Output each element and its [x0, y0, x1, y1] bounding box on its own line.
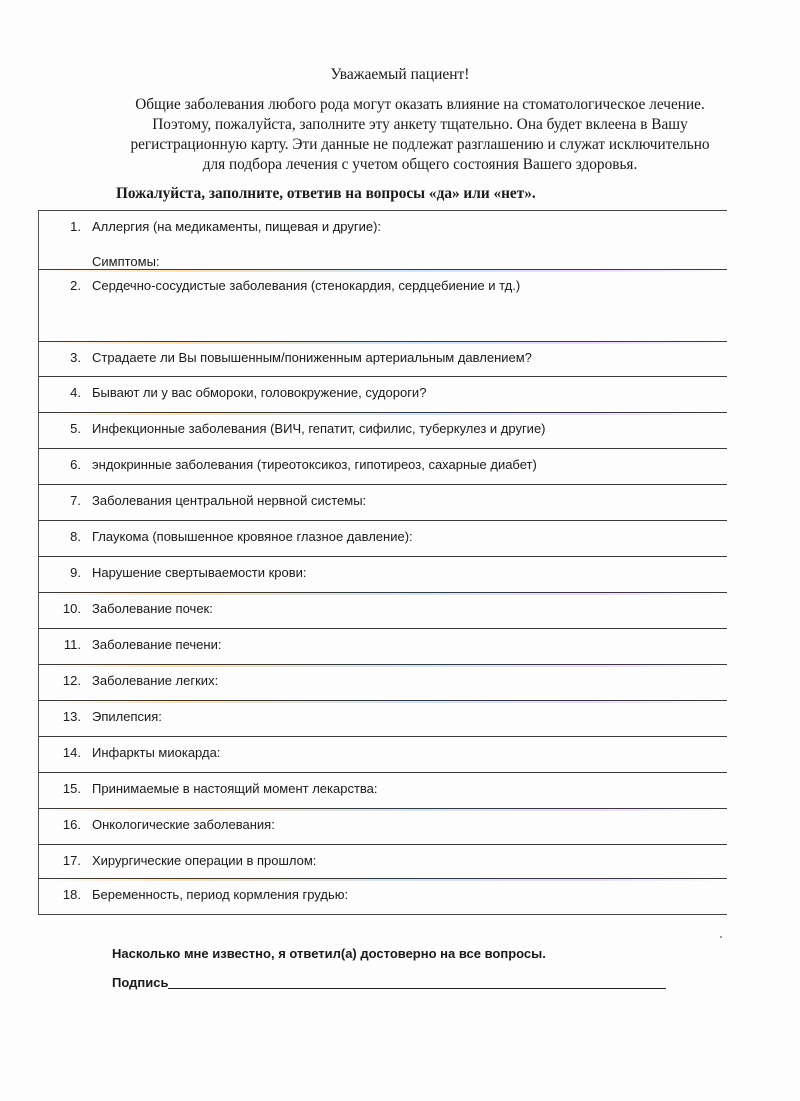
question-text: Заболевание почек: — [92, 601, 213, 616]
question-text: Бывают ли у вас обмороки, головокружение, судороги? — [92, 385, 427, 400]
question-number: 6. — [70, 457, 81, 472]
confirmation-statement: Насколько мне известно, я ответил(а) достоверно на все вопросы. — [112, 946, 546, 961]
question-number: 13. — [62, 709, 81, 724]
question-number: 1. — [70, 219, 81, 234]
question-number: 14. — [62, 745, 81, 760]
question-text: Заболевания центральной нервной системы: — [92, 493, 367, 508]
question-text: Онкологические заболевания: — [92, 817, 275, 832]
question-row-12[interactable] — [39, 665, 727, 701]
question-row-13[interactable] — [39, 701, 727, 737]
question-number: 3. — [70, 350, 81, 365]
question-number: 12. — [62, 673, 81, 688]
question-number: 8. — [70, 529, 81, 544]
question-row-4[interactable] — [39, 377, 727, 413]
intro-paragraph — [112, 95, 728, 175]
question-row-1[interactable] — [39, 211, 727, 270]
greeting-title: Уважаемый пациент! — [330, 66, 470, 83]
question-text: Глаукома (повышенное кровяное глазное давление): — [92, 529, 413, 544]
intro-line: для подбора лечения с учетом общего состояния Вашего здоровья. — [202, 156, 638, 173]
question-number: 2. — [70, 278, 81, 293]
intro-line: Поэтому, пожалуйста, заполните эту анкету тщательно. Она будет вклеена в Вашу — [152, 116, 688, 133]
question-text: Принимаемые в настоящий момент лекарства: — [92, 781, 378, 796]
question-row-10[interactable] — [39, 593, 727, 629]
question-row-8[interactable] — [39, 521, 727, 557]
question-number: 17. — [62, 853, 81, 868]
question-number: 9. — [70, 565, 81, 580]
question-text: Инфекционные заболевания (ВИЧ, гепатит, сифилис, туберкулез и другие) — [92, 421, 546, 436]
question-text: Заболевание легких: — [92, 673, 219, 688]
intro-line: Общие заболевания любого рода могут оказать влияние на стоматологическое лечение. — [135, 96, 705, 113]
question-row-14[interactable] — [39, 737, 727, 773]
question-row-15[interactable] — [39, 773, 727, 809]
question-row-16[interactable] — [39, 809, 727, 845]
question-row-7[interactable] — [39, 485, 727, 521]
question-text: Аллергия (на медикаменты, пищевая и другие): — [92, 219, 382, 234]
question-text: Нарушение свертываемости крови: — [92, 565, 307, 580]
question-row-3[interactable] — [39, 342, 727, 377]
question-text: Сердечно-сосудистые заболевания (стенокардия, сердцебиение и тд.) — [92, 278, 521, 293]
question-text: Беременность, период кормления грудью: — [92, 887, 349, 902]
intro-line: регистрационную карту. Эти данные не подлежат разглашению и служат исключительно — [130, 136, 710, 153]
question-row-18[interactable] — [39, 879, 727, 914]
question-row-11[interactable] — [39, 629, 727, 665]
instruction-text: Пожалуйста, заполните, ответив на вопросы «да» или «нет». — [116, 185, 536, 202]
symptoms-label: Симптомы: — [92, 254, 160, 269]
question-text: эндокринные заболевания (тиреотоксикоз, гипотиреоз, сахарные диабет) — [92, 457, 537, 472]
question-row-9[interactable] — [39, 557, 727, 593]
question-number: 5. — [70, 421, 81, 436]
question-row-2[interactable] — [39, 270, 727, 342]
question-number: 7. — [70, 493, 81, 508]
question-number: 18. — [62, 887, 81, 902]
question-text: Инфаркты миокарда: — [92, 745, 221, 760]
question-row-6[interactable] — [39, 449, 727, 485]
question-number: 4. — [70, 385, 81, 400]
question-row-5[interactable] — [39, 413, 727, 449]
question-row-17[interactable] — [39, 845, 727, 879]
question-number: 15. — [62, 781, 81, 796]
signature-line[interactable] — [168, 988, 666, 989]
question-number: 16. — [62, 817, 81, 832]
question-number: 10. — [62, 601, 81, 616]
scan-speck — [720, 936, 722, 938]
question-text: Заболевание печени: — [92, 637, 222, 652]
question-text: Хирургические операции в прошлом: — [92, 853, 317, 868]
signature-label: Подпись — [112, 975, 169, 990]
question-text: Страдаете ли Вы повышенным/пониженным артериальным давлением? — [92, 350, 532, 365]
question-table — [38, 210, 727, 915]
question-number: 11. — [63, 637, 81, 652]
question-text: Эпилепсия: — [92, 709, 162, 724]
